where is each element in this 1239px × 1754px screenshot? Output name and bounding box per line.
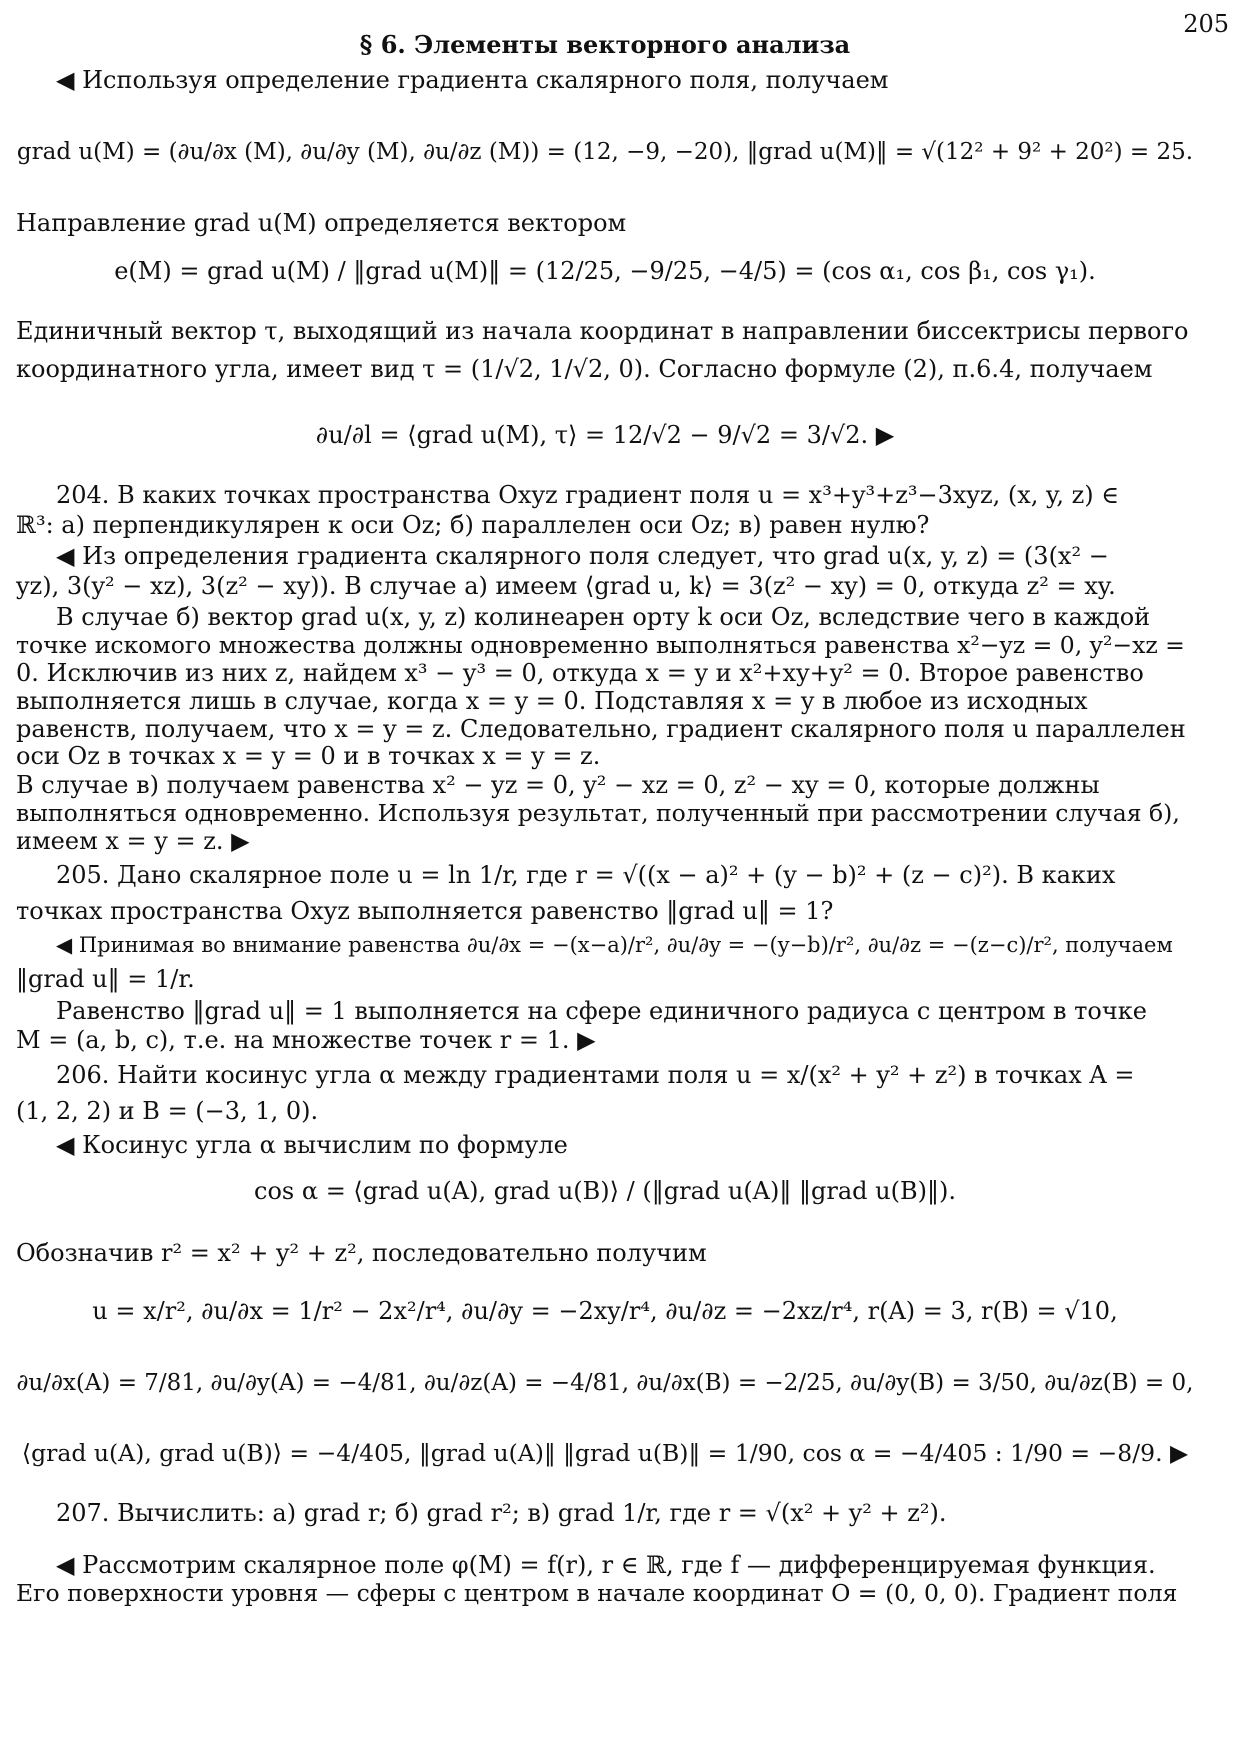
text-line: В случае б) вектор grad u(x, y, z) колинеарен орту k оси Oz, вследствие чего в каждой: [56, 603, 1151, 631]
text-line: 207. Вычислить: а) grad r; б) grad r²; в) grad 1/r, где r = √(x² + y² + z²).: [56, 1499, 947, 1527]
equation-line: u = x/r², ∂u/∂x = 1/r² − 2x²/r⁴, ∂u/∂y = −2xy/r⁴, ∂u/∂z = −2xz/r⁴, r(A) = 3, r(B) = √10,: [92, 1297, 1118, 1325]
text-line: Обозначив r² = x² + y² + z², последовательно получим: [16, 1239, 707, 1267]
text-line: ℝ³: а) перпендикулярен к оси Oz; б) параллелен оси Oz; в) равен нулю?: [16, 511, 930, 539]
text-line: ◀ Принимая во внимание равенства ∂u/∂x = −(x−a)/r², ∂u/∂y = −(y−b)/r², ∂u/∂z = −(z−c)/r², получаем: [56, 933, 1173, 957]
text-line: Равенство ‖grad u‖ = 1 выполняется на сфере единичного радиуса с центром в точке: [56, 997, 1147, 1025]
text-line: yz), 3(y² − xz), 3(z² − xy)). В случае а) имеем ⟨grad u, k⟩ = 3(z² − xy) = 0, откуда z² = xy.: [16, 572, 1116, 600]
page-body: [16, 30, 1194, 1730]
text-line: ◀ Из определения градиента скалярного поля следует, что grad u(x, y, z) = (3(x² −: [56, 542, 1109, 570]
text-line: точках пространства Oxyz выполняется равенство ‖grad u‖ = 1?: [16, 897, 834, 925]
text-line: ◀ Косинус угла α вычислим по формуле: [56, 1131, 568, 1159]
text-line: 204. В каких точках пространства Oxyz градиент поля u = x³+y³+z³−3xyz, (x, y, z) ∈: [56, 481, 1120, 509]
text-line: Единичный вектор τ, выходящий из начала координат в направлении биссектрисы первого: [16, 317, 1189, 345]
text-line: выполняется лишь в случае, когда x = y = 0. Подставляя x = y в любое из исходных: [16, 687, 1088, 715]
text-line: координатного угла, имеет вид τ = (1/√2, 1/√2, 0). Согласно формуле (2), п.6.4, получаем: [16, 355, 1153, 383]
text-line: 205. Дано скалярное поле u = ln 1/r, где r = √((x − a)² + (y − b)² + (z − c)²). В каких: [56, 861, 1116, 889]
text-line: Направление grad u(M) определяется вектором: [16, 209, 627, 237]
text-line: 0. Исключив из них z, найдем x³ − y³ = 0, откуда x = y и x²+xy+y² = 0. Второе равенство: [16, 659, 1144, 687]
section-title: § 6. Элементы векторного анализа: [359, 30, 851, 59]
equation-line: cos α = ⟨grad u(A), grad u(B)⟩ / (‖grad u(A)‖ ‖grad u(B)‖).: [254, 1177, 956, 1205]
text-line: выполняться одновременно. Используя результат, полученный при рассмотрении случая б),: [16, 799, 1180, 827]
text-line: имеем x = y = z. ▶: [16, 827, 250, 855]
text-line: равенств, получаем, что x = y = z. Следовательно, градиент скалярного поля u параллелен: [16, 715, 1186, 743]
text-line: ◀ Рассмотрим скалярное поле φ(M) = f(r), r ∈ ℝ, где f — дифференцируемая функция.: [56, 1551, 1156, 1579]
text-line: оси Oz в точках x = y = 0 и в точках x = y = z.: [16, 742, 601, 770]
equation-line: ∂u/∂x(A) = 7/81, ∂u/∂y(A) = −4/81, ∂u/∂z(A) = −4/81, ∂u/∂x(B) = −2/25, ∂u/∂y(B) = 3/50, ∂u/∂z(B) = 0,: [16, 1370, 1194, 1396]
equation-line: e(M) = grad u(M) / ‖grad u(M)‖ = (12/25, −9/25, −4/5) = (cos α₁, cos β₁, cos γ₁).: [114, 257, 1096, 285]
text-line: Его поверхности уровня — сферы с центром в начале координат O = (0, 0, 0). Градиент поля: [16, 1579, 1178, 1607]
text-line: ◀ Используя определение градиента скалярного поля, получаем: [56, 66, 889, 94]
text-line: M = (a, b, c), т.е. на множестве точек r = 1. ▶: [16, 1026, 596, 1054]
text-line: точке искомого множества должны одновременно выполняться равенства x²−yz = 0, y²−xz =: [16, 631, 1185, 659]
text-line: 206. Найти косинус угла α между градиентами поля u = x/(x² + y² + z²) в точках A =: [56, 1061, 1135, 1089]
equation-line: ∂u/∂l = ⟨grad u(M), τ⟩ = 12/√2 − 9/√2 = 3/√2. ▶: [315, 421, 895, 449]
text-line: ‖grad u‖ = 1/r.: [16, 965, 195, 993]
text-line: (1, 2, 2) и B = (−3, 1, 0).: [16, 1097, 319, 1125]
page-number: 205: [1183, 10, 1229, 38]
equation-line: grad u(M) = (∂u/∂x (M), ∂u/∂y (M), ∂u/∂z (M)) = (12, −9, −20), ‖grad u(M)‖ = √(12² + 9² + 20²) = 25.: [16, 139, 1194, 165]
equation-line: ⟨grad u(A), grad u(B)⟩ = −4/405, ‖grad u(A)‖ ‖grad u(B)‖ = 1/90, cos α = −4/405 : 1/90 = −8/9. ▶: [21, 1439, 1189, 1467]
text-line: В случае в) получаем равенства x² − yz = 0, y² − xz = 0, z² − xy = 0, которые должны: [16, 771, 1100, 799]
